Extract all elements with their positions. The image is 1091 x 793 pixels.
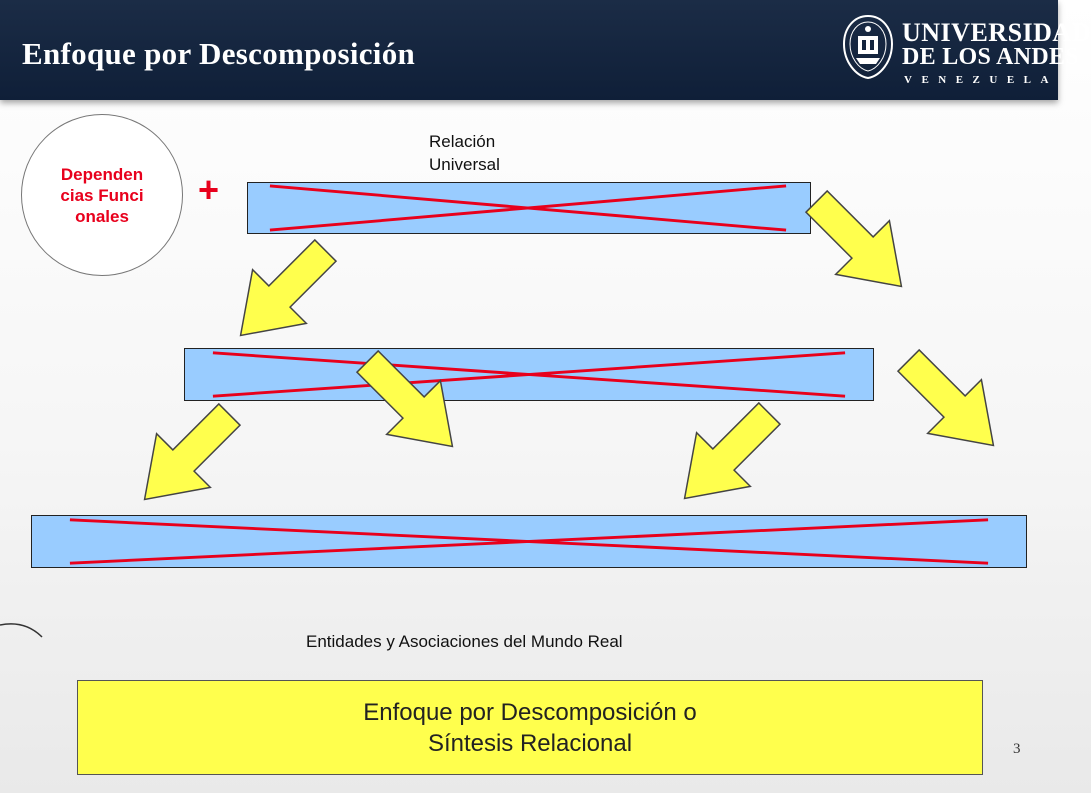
final-relation-box [31,515,1027,568]
result-line-1: Enfoque por Descomposición o [363,698,697,726]
arrow-down-right-icon [882,334,1021,473]
real-world-label: Entidades y Asociaciones del Mundo Real [306,632,623,651]
arrow-down-left-icon [118,388,257,527]
slide-title: Enfoque por Descomposición [22,36,416,71]
universal-relation-box [247,182,811,234]
circle-label: Dependencias Funcionales [60,164,144,226]
university-logo [840,12,1091,92]
result-box [77,680,983,775]
universal-relation-label: Relación Universal [429,132,500,174]
plus-sign: + [198,169,220,210]
logo-text-line1: UNIVERSIDAD [902,18,1091,47]
arrow-down-left-icon [658,387,797,526]
intermediate-relation-box [184,348,874,401]
cross-out-icon [185,349,873,400]
result-line-2: Síntesis Relacional [427,729,633,757]
functional-dependencies-circle [21,114,183,276]
page-number: 3 [1013,741,1021,757]
decorative-arc [0,615,50,645]
cross-out-icon [32,516,1026,567]
logo-text-line3: VENEZUELA [904,74,1058,86]
logo-text-line2: DE LOS ANDES [902,44,1079,70]
seal-icon [840,14,896,80]
title-bar [0,0,1091,100]
arrow-down-left-icon [214,224,353,363]
cross-out-icon [248,183,810,233]
